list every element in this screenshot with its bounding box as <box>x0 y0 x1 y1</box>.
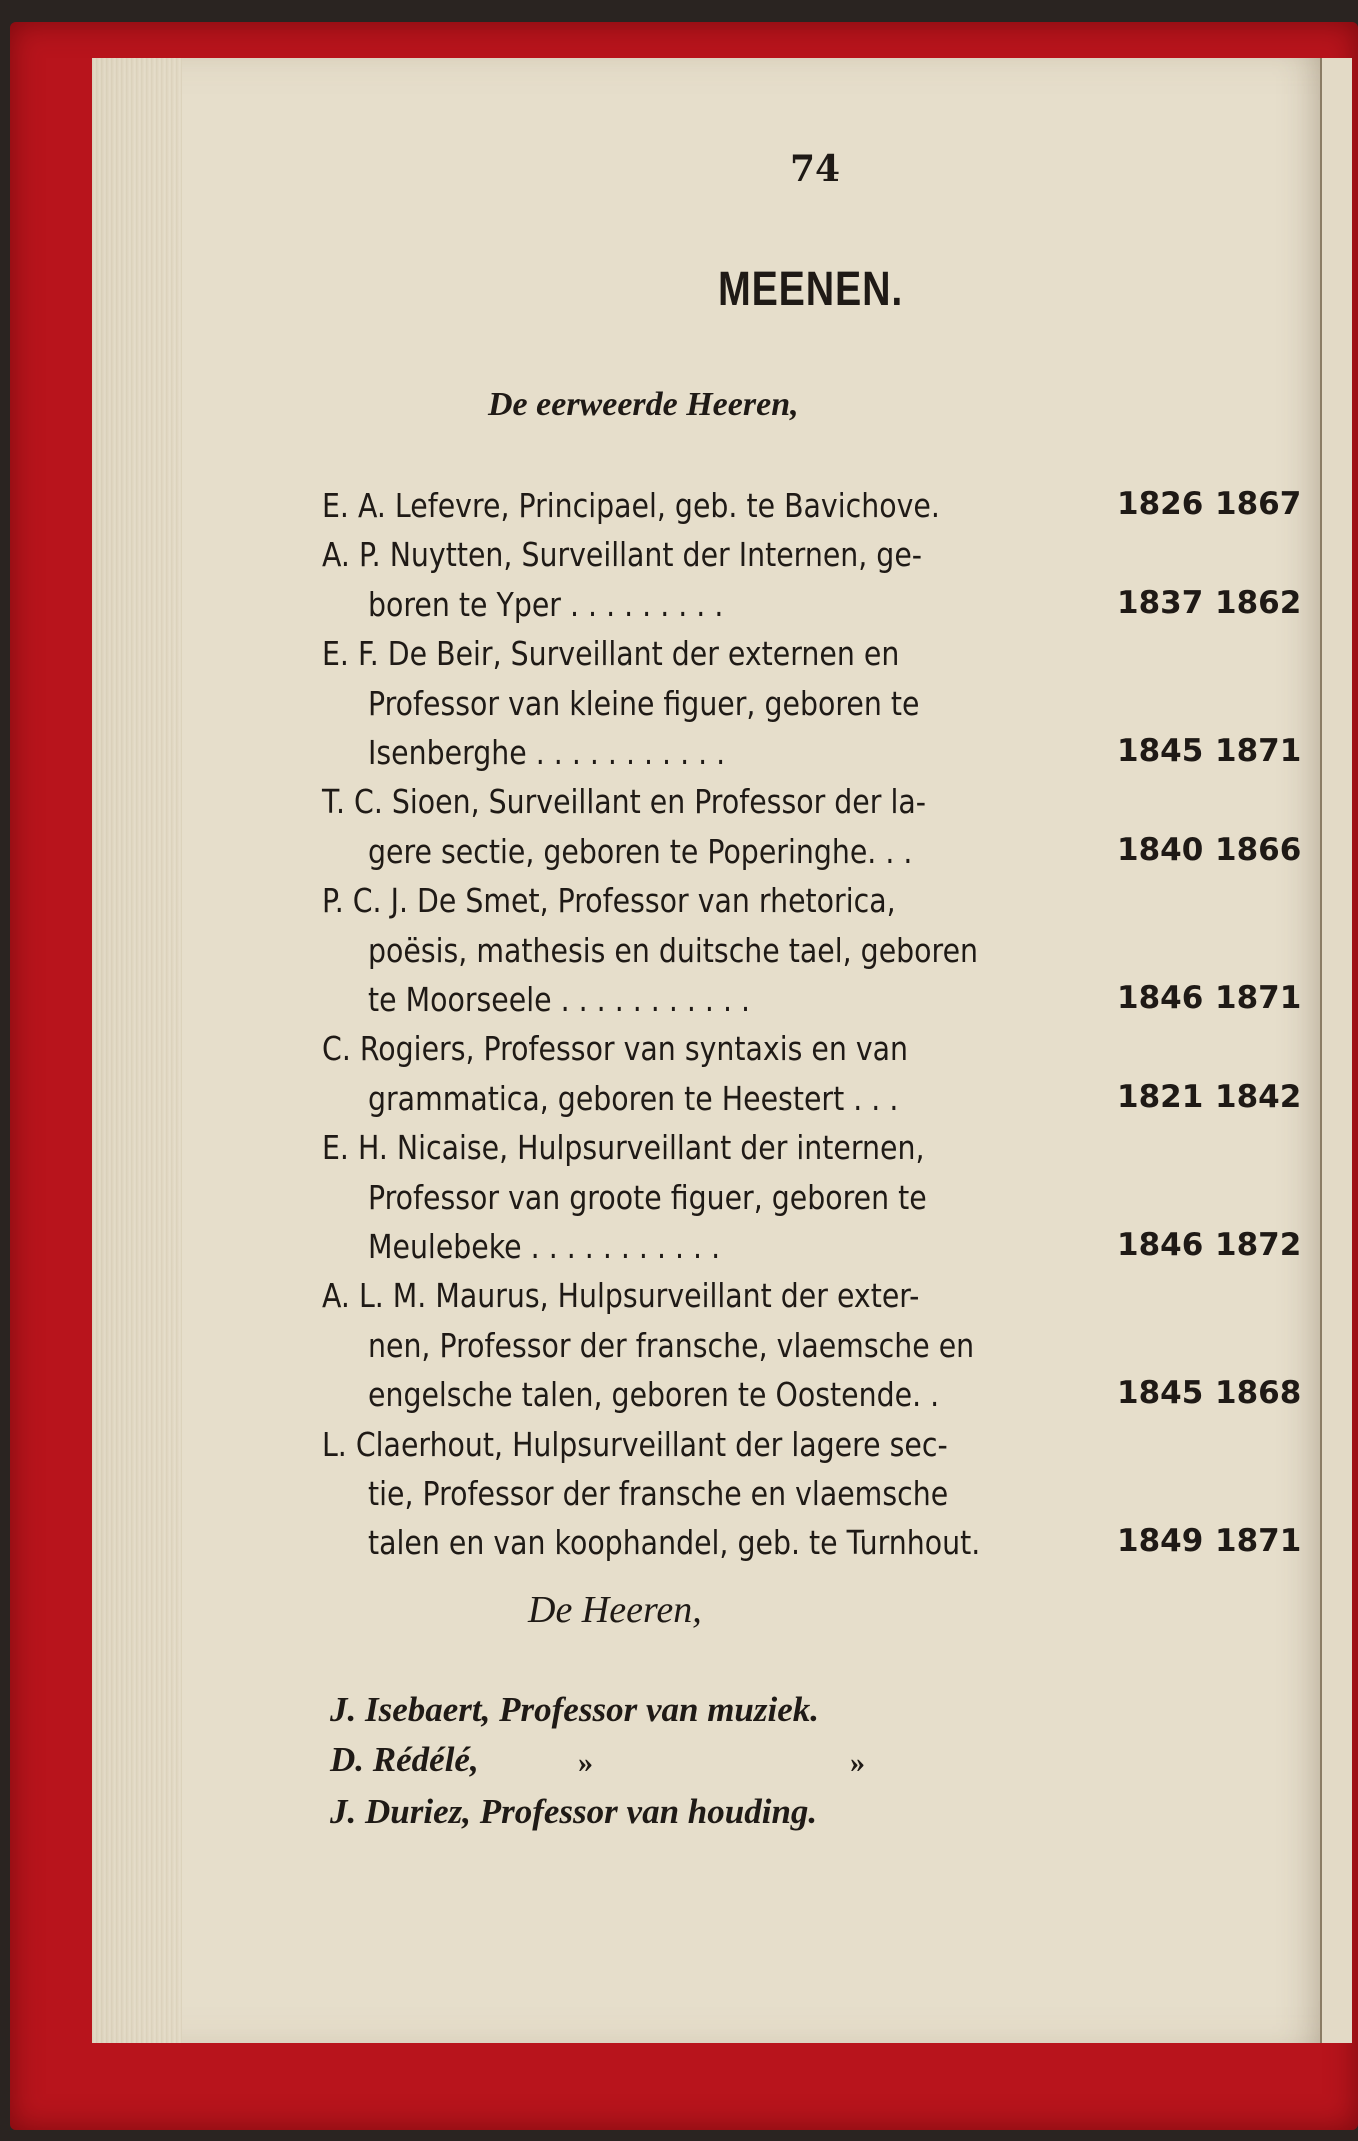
ditto-mark: » <box>850 1746 865 1779</box>
year-end: 1866 <box>1215 831 1302 868</box>
section-heading-clergy: De eerweerde Heeren, <box>488 386 799 423</box>
staff-line <box>322 1523 1302 1573</box>
staff-line <box>322 1474 1297 1524</box>
staff-line-text: L. Claerhout, Hulpsurveillant der lagere sec- <box>322 1424 948 1464</box>
year-end: 1867 <box>1215 486 1302 522</box>
staff-line-text: boren te Yper . . . . . . . . . <box>368 584 724 624</box>
staff-line-text: A. L. M. Maurus, Hulpsurveillant der exter- <box>322 1276 920 1316</box>
staff-line-text: Meulebeke . . . . . . . . . . . <box>368 1227 721 1266</box>
year-end: 1872 <box>1215 1227 1302 1263</box>
year-end: 1842 <box>1215 1078 1302 1115</box>
staff-line-text: E. F. De Beir, Surveillant der externen en <box>322 634 900 674</box>
staff-line-text: te Moorseele . . . . . . . . . . . <box>368 980 751 1019</box>
staff-line <box>322 584 1302 635</box>
staff-line-text: Isenberghe . . . . . . . . . . . <box>368 733 726 772</box>
year-end: 1868 <box>1215 1375 1302 1412</box>
staff-line <box>322 980 1302 1030</box>
staff-line-text: talen en van koophandel, geb. te Turnhout. <box>368 1523 981 1563</box>
ditto-mark: » <box>578 1746 593 1779</box>
staff-line-text: engelsche talen, geboren te Oostende. . <box>368 1375 940 1415</box>
staff-line <box>322 831 1302 882</box>
staff-line-text: tie, Professor der fransche en vlaemsche <box>368 1474 949 1513</box>
teacher-entry <box>330 1740 479 1786</box>
section-heading-laymen: De Heeren, <box>528 1589 702 1631</box>
staff-line <box>322 1178 1297 1228</box>
staff-line-text: C. Rogiers, Professor van syntaxis en van <box>322 1029 909 1069</box>
staff-line-text: P. C. J. De Smet, Professor van rhetorica, <box>322 881 896 921</box>
staff-line <box>322 1425 1297 1475</box>
staff-line-text: Professor van groote figuer, geboren te <box>368 1177 927 1217</box>
year-start: 1845 <box>1117 733 1204 769</box>
year-start: 1845 <box>1117 1375 1204 1412</box>
staff-line <box>322 1375 1302 1425</box>
staff-line <box>322 1029 1297 1079</box>
staff-line-text: Professor van kleine figuer, geboren te <box>368 683 920 723</box>
staff-line-text: A. P. Nuytten, Surveillant der Internen, ge- <box>322 535 923 575</box>
year-start: 1846 <box>1117 1227 1204 1263</box>
staff-line <box>322 1227 1302 1277</box>
staff-line <box>322 1326 1297 1376</box>
staff-line <box>322 634 1297 684</box>
staff-line <box>322 535 1297 585</box>
year-end: 1862 <box>1215 584 1302 621</box>
year-start: 1821 <box>1117 1078 1204 1115</box>
staff-line <box>322 1078 1302 1129</box>
staff-line <box>322 782 1297 832</box>
page-number: 74 <box>790 148 841 190</box>
staff-line-text: gere sectie, geboren te Poperinghe. . . <box>368 831 913 871</box>
staff-line <box>322 684 1297 734</box>
staff-line <box>322 486 1302 536</box>
staff-line <box>322 1276 1297 1326</box>
next-page-edge <box>1320 58 1352 2043</box>
staff-line-text: E. H. Nicaise, Hulpsurveillant der internen, <box>322 1128 925 1168</box>
staff-line-text: nen, Professor der fransche, vlaemsche en <box>368 1325 975 1365</box>
page-edges <box>92 58 182 2043</box>
staff-line-text: poësis, mathesis en duitsche tael, geboren <box>368 930 979 970</box>
year-start: 1849 <box>1117 1523 1204 1560</box>
year-start: 1837 <box>1117 584 1204 621</box>
year-start: 1840 <box>1117 831 1204 868</box>
staff-line <box>322 733 1302 783</box>
year-end: 1871 <box>1215 980 1302 1016</box>
year-start: 1846 <box>1117 980 1204 1016</box>
year-start: 1826 <box>1117 486 1204 522</box>
year-end: 1871 <box>1215 733 1302 769</box>
page-title: MEENEN. <box>718 263 904 316</box>
staff-line <box>322 881 1297 931</box>
staff-line-text: T. C. Sioen, Surveillant en Professor der la- <box>322 782 926 822</box>
teacher-name: D. Rédélé, <box>330 1740 479 1779</box>
staff-line <box>322 1128 1297 1178</box>
staff-line <box>322 931 1297 981</box>
teacher-entry: J. Isebaert, Professor van muziek. <box>330 1690 820 1729</box>
teacher-entry: J. Duriez, Professor van houding. <box>330 1792 818 1831</box>
staff-line-text: E. A. Lefevre, Principael, geb. te Bavichove. <box>322 486 940 525</box>
staff-line-text: grammatica, geboren te Heestert . . . <box>368 1078 899 1118</box>
year-end: 1871 <box>1215 1523 1302 1560</box>
